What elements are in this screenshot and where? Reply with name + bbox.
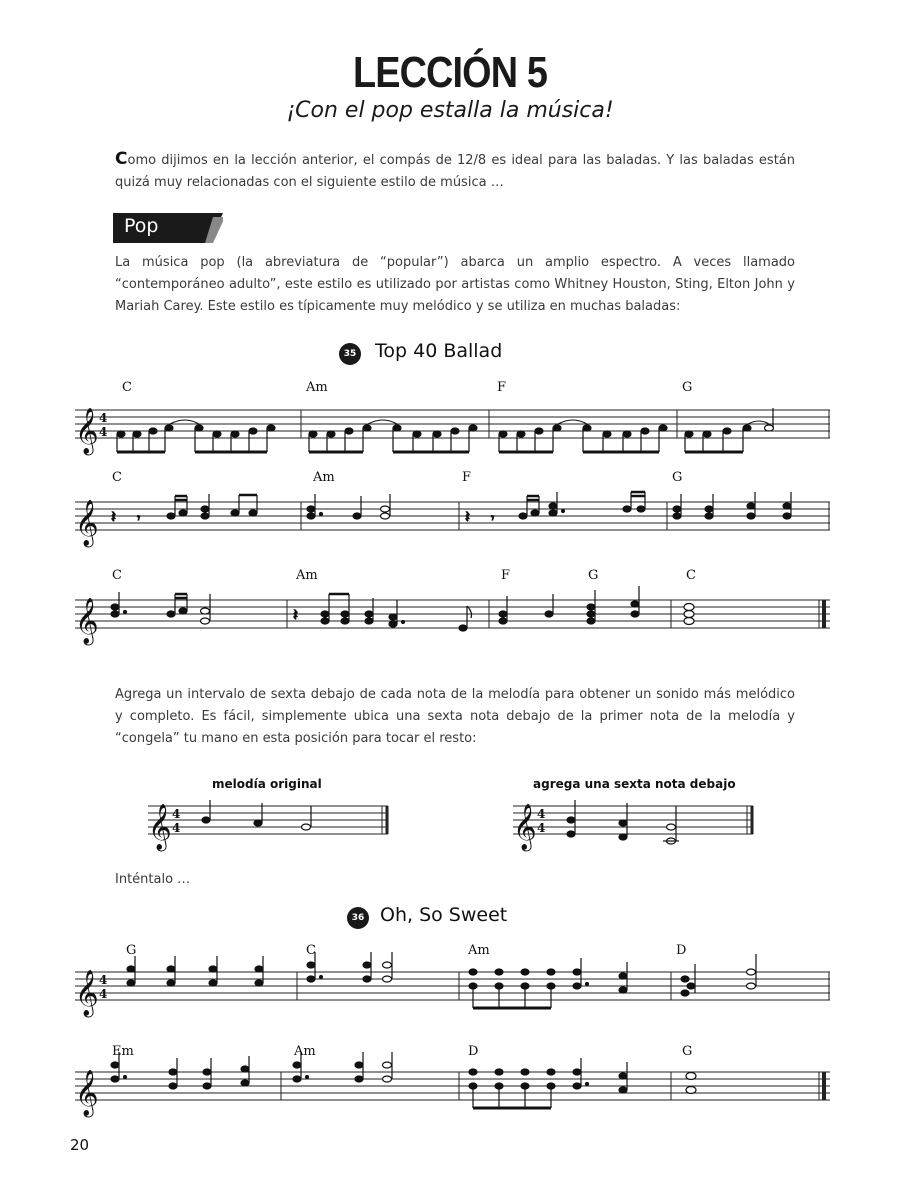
chord-label: G xyxy=(126,943,137,958)
example-label-original: melodía original xyxy=(212,777,322,791)
lesson-subtitle: ¡Con el pop estalla la música! xyxy=(286,98,614,123)
music-staff xyxy=(75,492,830,552)
music-staff xyxy=(75,962,830,1022)
song-title-oh-so-sweet: Oh, So Sweet xyxy=(380,904,508,926)
chord-label: G xyxy=(672,470,683,485)
svg-text:𝄽: 𝄽 xyxy=(465,507,470,526)
svg-text:𝄾: 𝄾 xyxy=(137,511,141,525)
pop-paragraph: La música pop (la abreviatura de “popular”) abarca un amplio espectro. A veces llamado “contemporáneo adulto”, este estilo es utilizado por artistas como Whitney Houston, Sting, Elton John y Mariah Carey. Este estilo es típicamente muy melódico y se utiliza en muchas baladas: xyxy=(115,255,795,314)
chord-label: G xyxy=(682,1044,693,1059)
chord-label: F xyxy=(462,470,472,485)
lesson-title: LECCIÓN 5 xyxy=(352,48,548,97)
svg-text:𝄾: 𝄾 xyxy=(491,511,495,525)
section-label: Pop xyxy=(124,215,159,237)
chord-label: C xyxy=(112,568,122,583)
page-number: 20 xyxy=(70,1136,90,1154)
dropcap: C xyxy=(115,149,128,169)
svg-text:𝄞: 𝄞 xyxy=(75,500,99,546)
example-staff-sixth xyxy=(513,800,753,850)
intro-text: omo dijimos en la lección anterior, el compás de 12/8 es ideal para las baladas. Y las baladas están quizá muy relacionadas con el siguiente estilo de música … xyxy=(115,153,795,190)
svg-text:𝄞: 𝄞 xyxy=(75,1070,99,1116)
try-text: Inténtalo … xyxy=(115,872,191,887)
chord-label: F xyxy=(501,568,511,583)
svg-text:4: 4 xyxy=(172,807,181,821)
track-number-badge: 35 xyxy=(339,343,361,365)
chord-label: D xyxy=(676,943,687,958)
song-title-top40: Top 40 Ballad xyxy=(375,340,503,362)
svg-text:4: 4 xyxy=(99,987,108,1001)
chord-label: Am xyxy=(296,568,318,583)
example-label-sixth: agrega una sexta nota debajo xyxy=(533,777,736,791)
track-number-badge: 36 xyxy=(347,907,369,929)
sixth-paragraph: Agrega un intervalo de sexta debajo de cada nota de la melodía para obtener un sonido más melódico y completo. Es fácil, simplemente ubica una sexta nota debajo de la primer nota de la melodía y “congela” tu mano en esta posición para tocar el resto: xyxy=(115,687,795,746)
chord-label: Am xyxy=(306,380,328,395)
music-staff xyxy=(75,1062,830,1122)
chord-label: Em xyxy=(112,1044,134,1059)
svg-text:𝄞: 𝄞 xyxy=(513,804,537,850)
time-sig-bottom: 4 xyxy=(99,425,108,439)
svg-text:𝄞: 𝄞 xyxy=(75,598,99,644)
svg-text:𝄞: 𝄞 xyxy=(148,804,172,850)
svg-text:𝄽: 𝄽 xyxy=(111,507,116,526)
svg-text:4: 4 xyxy=(99,973,108,987)
chord-label: Am xyxy=(313,470,335,485)
chord-label: C xyxy=(686,568,696,583)
example-staff-original xyxy=(148,800,388,850)
chord-label: Am xyxy=(468,943,490,958)
chord-label: C xyxy=(112,470,122,485)
chord-label: F xyxy=(497,380,507,395)
svg-text:𝄞: 𝄞 xyxy=(75,408,99,454)
svg-text:4: 4 xyxy=(537,821,546,835)
time-sig-top: 4 xyxy=(99,411,108,425)
svg-text:𝄞: 𝄞 xyxy=(75,970,99,1016)
music-staff xyxy=(75,590,830,650)
music-staff xyxy=(75,400,830,460)
chord-label: G xyxy=(682,380,693,395)
chord-label: Am xyxy=(294,1044,316,1059)
chord-label: G xyxy=(588,568,599,583)
chord-label: C xyxy=(122,380,132,395)
chord-label: C xyxy=(306,943,316,958)
chord-label: D xyxy=(468,1044,479,1059)
svg-text:𝄽: 𝄽 xyxy=(293,605,298,624)
intro-paragraph xyxy=(115,148,795,194)
svg-text:4: 4 xyxy=(537,807,546,821)
svg-text:4: 4 xyxy=(172,821,181,835)
